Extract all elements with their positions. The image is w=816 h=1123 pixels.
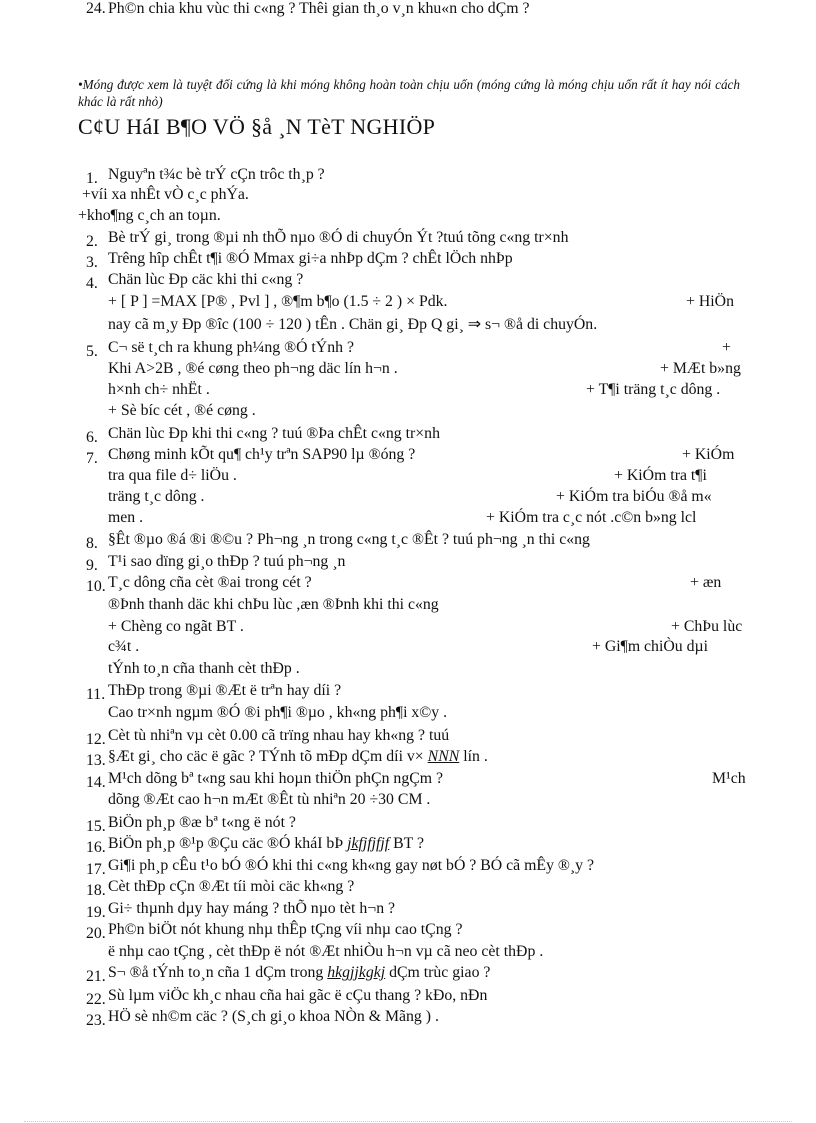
question-text xyxy=(108,531,590,549)
question-text xyxy=(108,770,443,788)
right-continuation: + HiÖn xyxy=(686,293,734,310)
line-text: M¹ch dõng bª t«ng sau khi hoµn thiÖn phÇn ngÇm ? xyxy=(108,770,444,787)
question-text xyxy=(108,271,303,289)
answer-text xyxy=(108,618,244,636)
question-number: 13. xyxy=(86,752,106,769)
question-text xyxy=(108,553,345,571)
question-number: 6. xyxy=(86,429,98,446)
line-text: + Chèng co ngãt BT . xyxy=(108,618,244,635)
question-text xyxy=(108,727,449,745)
right-continuation: + KiÓm tra c¸c nót .c©n b»ng lcl xyxy=(486,509,697,526)
question-text xyxy=(108,425,440,443)
question-text xyxy=(108,446,415,464)
right-continuation: + ChÞu lùc xyxy=(671,618,743,635)
question-text xyxy=(108,1008,439,1026)
line-text: Chän lùc Ðp cäc khi thi c«ng ? xyxy=(108,271,304,288)
question-text xyxy=(108,987,487,1005)
right-continuation: M¹ch xyxy=(712,770,746,787)
question-text xyxy=(108,250,513,268)
question-number: 24. xyxy=(86,0,106,17)
line-text: Ph©n chia khu vùc thi c«ng ? Thêi gian th¸o v¸n khu«n cho dÇm ? xyxy=(108,0,530,17)
line-text-after: BT ? xyxy=(389,835,424,852)
question-number: 8. xyxy=(86,535,98,552)
right-continuation: + æn xyxy=(690,574,722,591)
line-text: tra qua file d÷ liÖu . xyxy=(108,467,237,484)
question-text xyxy=(108,229,568,247)
line-text: C¬ së t¸ch ra khung ph¼ng ®Ó tÝnh ? xyxy=(108,339,354,356)
question-text xyxy=(108,166,325,184)
line-text: men . xyxy=(108,509,144,526)
line-text: träng t¸c dông . xyxy=(108,488,205,505)
question-text xyxy=(108,857,594,875)
question-text xyxy=(108,900,395,918)
line-text: Nguyªn t¾c bè trÝ cÇn trôc th¸p ? xyxy=(108,166,325,183)
line-text: dõng ®Æt cao h¬n mÆt ®Êt tù nhiªn 20 ÷30 CM . xyxy=(108,791,431,808)
page-bottom-rule xyxy=(24,1121,792,1122)
line-text: Ph©n biÖt nót khung nhµ thÊp tÇng víi nhµ cao tÇng ? xyxy=(108,921,463,938)
line-text: Cao tr×nh ngµm ®Ó ®i ph¶i ®µo , kh«ng ph¶i x©y . xyxy=(108,704,448,721)
question-text xyxy=(108,878,354,896)
question-number: 22. xyxy=(86,991,106,1008)
answer-text xyxy=(108,316,597,334)
answer-text xyxy=(108,467,237,485)
page-title: C¢U HáI B¶O VÖ §å ¸N TèT NGHIÖP xyxy=(78,114,436,139)
question-number: 17. xyxy=(86,861,106,878)
question-text xyxy=(108,814,296,832)
line-text: +kho¶ng c¸ch an toµn. xyxy=(78,207,221,224)
line-text: HÖ sè nh©m cäc ? (S¸ch gi¸o khoa NÒn & Mãng ) . xyxy=(108,1008,439,1025)
question-text xyxy=(108,339,354,357)
line-text: +víi xa nhÊt vÒ c¸c phÝa. xyxy=(82,186,249,203)
right-continuation: + Gi¶m chiÒu dµi xyxy=(592,638,708,655)
question-number: 16. xyxy=(86,839,106,856)
question-text xyxy=(108,921,462,939)
answer-text xyxy=(108,488,205,506)
answer-text xyxy=(108,509,143,527)
line-text: tÝnh to¸n cña thanh cèt thÐp . xyxy=(108,660,300,677)
answer-text xyxy=(108,638,139,656)
line-text: Gi¶i ph¸p cÊu t¹o bÓ ®Ó khi thi c«ng kh«ng gay nøt bÓ ? BÓ cã mÊy ®¸y ? xyxy=(108,857,595,874)
line-text: Cèt tù nhiªn vµ cèt 0.00 cã trïng nhau hay kh«ng ? tuú xyxy=(108,727,450,744)
line-text: c¾t . xyxy=(108,638,140,655)
right-continuation: + MÆt b»ng xyxy=(660,360,741,377)
underlined-text: jkfjfjfjf xyxy=(347,835,390,852)
question-text xyxy=(108,748,488,766)
line-text: T¸c dông cña cèt ®ai trong cét ? xyxy=(108,574,312,591)
line-text: Sù lµm viÖc kh¸c nhau cña hai gãc ë cÇu thang ? kÐo, nÐn xyxy=(108,987,488,1004)
line-text: BiÖn ph¸p ®æ bª t«ng ë nót ? xyxy=(108,814,296,831)
question-number: 23. xyxy=(86,1012,106,1029)
question-number: 19. xyxy=(86,904,106,921)
question-number: 3. xyxy=(86,254,98,271)
question-number: 18. xyxy=(86,882,106,899)
question-number: 11. xyxy=(86,686,106,703)
answer-text xyxy=(82,186,249,204)
question-text xyxy=(108,574,312,592)
right-continuation: + KiÓm tra t¶i xyxy=(614,467,707,484)
question-number: 21. xyxy=(86,968,106,985)
answer-text xyxy=(108,791,430,809)
line-text: Trêng hîp chÊt t¶i ®Ó Mmax gi÷a nhÞp dÇm ? chÊt lÖch nhÞp xyxy=(108,250,513,267)
question-number: 14. xyxy=(86,774,106,791)
answer-text xyxy=(108,402,256,420)
line-text: Gi÷ thµnh dµy hay máng ? thÕ nµo tèt h¬n ? xyxy=(108,900,396,917)
question-text xyxy=(108,0,529,18)
question-number: 5. xyxy=(86,343,98,360)
right-continuation: + xyxy=(722,339,731,356)
answer-text xyxy=(108,660,300,678)
question-text xyxy=(108,682,341,700)
question-number: 9. xyxy=(86,557,98,574)
line-text: §Êt ®µo ®á ®i ®©u ? Ph¬ng ¸n trong c«ng t¸c ®Êt ? tuú ph¬ng ¸n thi c«ng xyxy=(108,531,590,548)
question-number: 15. xyxy=(86,818,106,835)
right-continuation: + T¶i träng t¸c dông . xyxy=(586,381,721,398)
question-number: 1. xyxy=(86,170,98,187)
right-continuation: + KiÓm xyxy=(682,446,735,463)
answer-text xyxy=(108,704,447,722)
answer-text xyxy=(108,360,398,378)
answer-text xyxy=(78,207,221,225)
line-text: §Æt gi¸ cho cäc ë gãc ? TÝnh tõ mÐp dÇm díi v× xyxy=(108,748,428,765)
question-number: 7. xyxy=(86,450,98,467)
line-text: S¬ ®å tÝnh to¸n cña 1 dÇm trong xyxy=(108,964,328,981)
right-continuation: + KiÓm tra biÓu ®å m« xyxy=(556,488,712,505)
question-number: 10. xyxy=(86,578,106,595)
line-text: BiÖn ph¸p ®¹p ®Çu cäc ®Ó kháI bÞ xyxy=(108,835,348,852)
question-number: 4. xyxy=(86,275,98,292)
line-text: h×nh ch÷ nhËt . xyxy=(108,381,210,398)
line-text: + [ P ] =MAX [P® , Pvl ] , ®¶m b¶o (1.5 ÷ 2 ) × Pdk. xyxy=(108,293,448,310)
question-text xyxy=(108,835,424,853)
question-number: 2. xyxy=(86,233,98,250)
line-text: Bè trÝ gi¸ trong ®µi nh thÕ nµo ®Ó di chuyÓn Ýt ?tuú tõng c«ng tr×nh xyxy=(108,229,569,246)
line-text-after: dÇm trùc giao ? xyxy=(385,964,491,981)
line-text-after: lín . xyxy=(459,748,488,765)
answer-text xyxy=(108,943,543,961)
line-text: Chøng minh kÕt qu¶ ch¹y trªn SAP90 lµ ®óng ? xyxy=(108,446,416,463)
answer-text xyxy=(108,596,439,614)
question-number: 20. xyxy=(86,925,106,942)
line-text: ®Þnh thanh däc khi chÞu lùc ,æn ®Þnh khi thi c«ng xyxy=(108,596,439,613)
underlined-text: hkgjjkgkj xyxy=(327,964,386,981)
intro-note: •Móng được xem là tuyệt đối cứng là khi móng không hoàn toàn chịu uốn (móng cứng là móng chịu uốn rất ít hay nói cách khác là rất nhỏ) xyxy=(78,77,740,109)
line-text: nay cã m¸y Ðp ®îc (100 ÷ 120 ) tÊn . Chän gi¸ Ðp Q gi¸ ⇒ s¬ ®å di chuyÓn. xyxy=(108,316,598,333)
underlined-text: NNN xyxy=(427,748,460,765)
line-text: ThÐp trong ®µi ®Æt ë trªn hay díi ? xyxy=(108,682,342,699)
line-text: Cèt thÐp cÇn ®Æt tíi mòi cäc kh«ng ? xyxy=(108,878,355,895)
line-text: + Sè bíc cét , ®é cøng . xyxy=(108,402,256,419)
line-text: Khi A>2B , ®é cøng theo ph¬ng däc lín h¬n . xyxy=(108,360,398,377)
question-number: 12. xyxy=(86,731,106,748)
question-text xyxy=(108,964,490,982)
line-text: ë nhµ cao tÇng , cèt thÐp ë nót ®Æt nhiÒu h¬n vµ cã neo cèt thÐp . xyxy=(108,943,544,960)
answer-text xyxy=(108,293,448,311)
line-text: T¹i sao dïng gi¸o thÐp ? tuú ph¬ng ¸n xyxy=(108,553,346,570)
answer-text xyxy=(108,381,210,399)
line-text: Chän lùc Ðp khi thi c«ng ? tuú ®Þa chÊt c«ng tr×nh xyxy=(108,425,440,442)
